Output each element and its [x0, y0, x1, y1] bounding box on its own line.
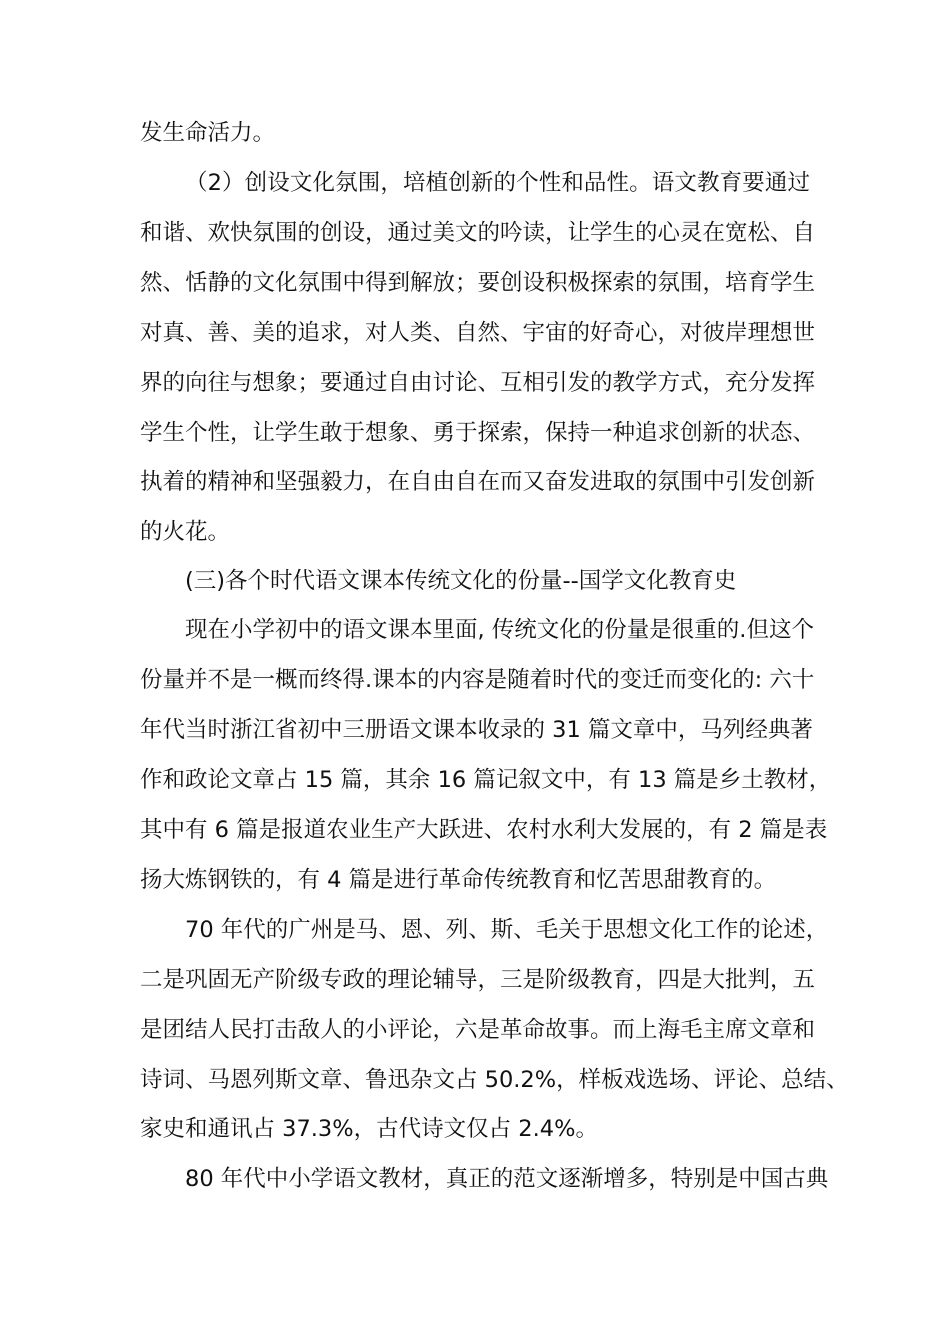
text-line: 其中有 6 篇是报道农业生产大跃进、农村水利大发展的，有 2 篇是表 [140, 817, 828, 843]
section-heading: (三)各个时代语文课本传统文化的份量--国学文化教育史 [185, 568, 737, 594]
text-line: 二是巩固无产阶级专政的理论辅导，三是阶级教育，四是大批判，五 [140, 967, 816, 993]
text-line: （2）创设文化氛围，培植创新的个性和品性。语文教育要通过 [185, 170, 810, 196]
text-line: 份量并不是一概而终得.课本的内容是随着时代的变迁而变化的: 六十 [140, 667, 815, 693]
text-line: 扬大炼钢铁的，有 4 篇是进行革命传统教育和忆苦思甜教育的。 [140, 867, 777, 893]
text-line: 作和政论文章占 15 篇，其余 16 篇记叙文中，有 13 篇是乡土教材， [140, 767, 832, 793]
text-line: 家史和通讯占 37.3%，古代诗文仅占 2.4%。 [140, 1116, 598, 1142]
text-line: 的火花。 [140, 519, 231, 545]
text-line: 然、恬静的文化氛围中得到解放；要创设积极探索的氛围，培育学生 [140, 270, 816, 296]
text-line: 对真、善、美的追求，对人类、自然、宇宙的好奇心，对彼岸理想世 [140, 320, 816, 346]
text-line: 80 年代中小学语文教材，真正的范文逐渐增多，特别是中国古典 [185, 1166, 829, 1192]
text-line: 年代当时浙江省初中三册语文课本收录的 31 篇文章中，马列经典著 [140, 717, 813, 743]
text-line: 和谐、欢快氛围的创设，通过美文的吟读，让学生的心灵在宽松、自 [140, 220, 816, 246]
text-line: 发生命活力。 [140, 120, 276, 146]
text-line: 现在小学初中的语文课本里面, 传统文化的份量是很重的.但这个 [185, 617, 814, 643]
text-line: 学生个性，让学生敢于想象、勇于探索，保持一种追求创新的状态、 [140, 420, 816, 446]
text-line: 执着的精神和坚强毅力，在自由自在而又奋发进取的氛围中引发创新 [140, 469, 816, 495]
text-line: 是团结人民打击敌人的小评论，六是革命故事。而上海毛主席文章和 [140, 1017, 816, 1043]
text-line: 界的向往与想象；要通过自由讨论、互相引发的教学方式，充分发挥 [140, 370, 816, 396]
text-line: 70 年代的广州是马、恩、列、斯、毛关于思想文化工作的论述， [185, 917, 829, 943]
text-line: 诗词、马恩列斯文章、鲁迅杂文占 50.2%，样板戏选场、评论、总结、 [140, 1067, 849, 1093]
